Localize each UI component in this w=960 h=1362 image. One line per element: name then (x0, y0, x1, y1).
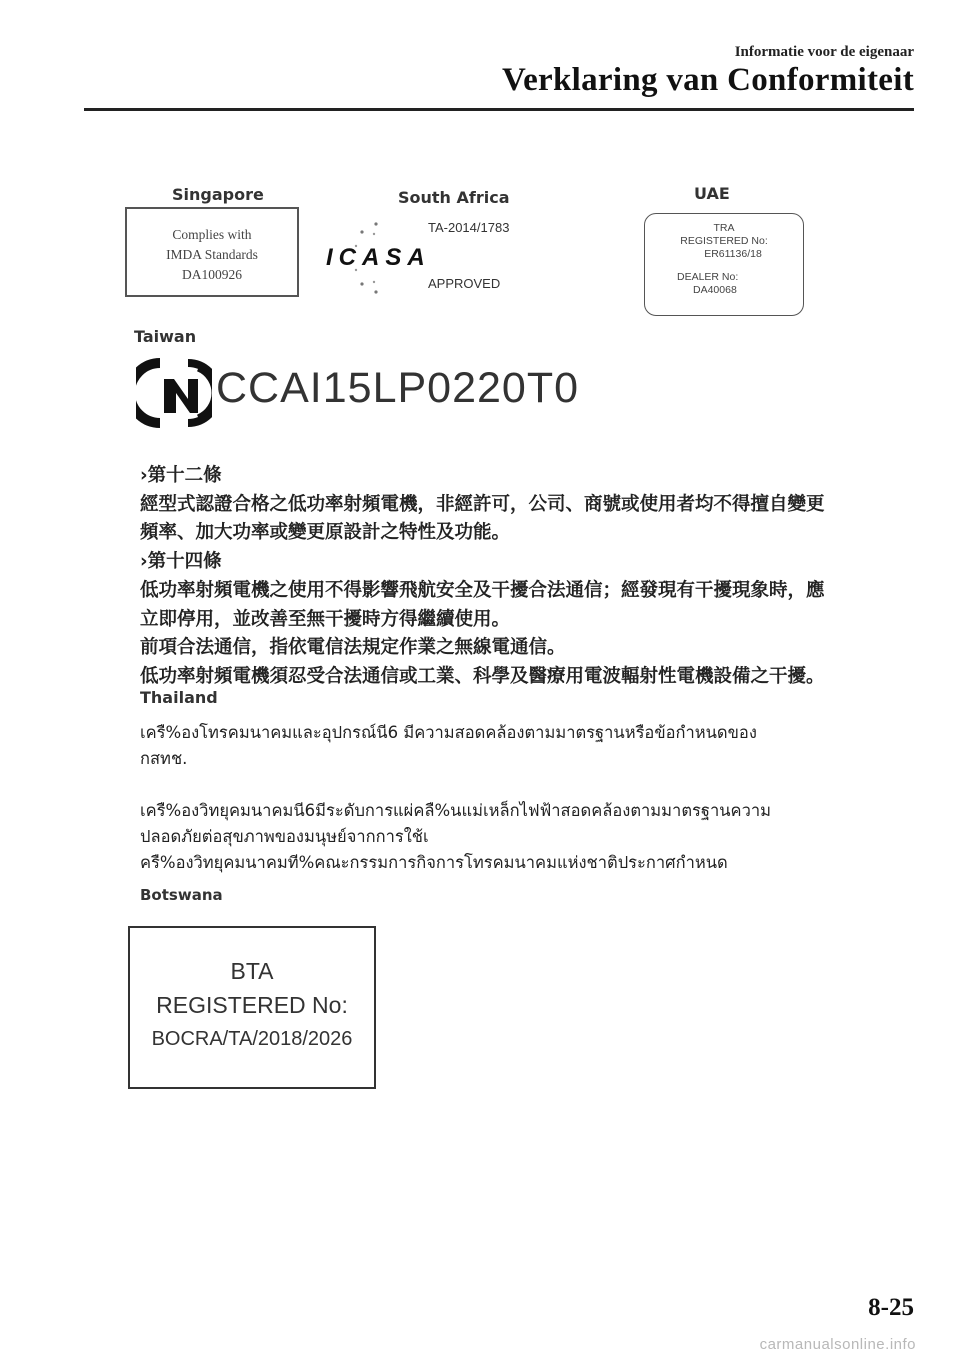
header-divider (84, 108, 914, 111)
botswana-registration-label (128, 926, 376, 1089)
south-africa-approved: APPROVED (428, 276, 501, 291)
uae-line-5: DEALER No: (677, 271, 739, 283)
thailand-p2-line-1: เครื%องวิทยุคมนาคมนี6มีระดับการแผ่คลื%นแม่เหล็กไฟฟ้าสอดคล้องตามมาตรฐานความ (140, 801, 771, 820)
ncc-certification-logo-icon (136, 355, 212, 431)
thailand-p2-line-2: ปลอดภัยต่อสุขภาพของมนุษย์จากการใช้เ (140, 827, 429, 846)
taiwan-line-3: 頻率、加大功率或變更原設計之特性及功能。 (140, 522, 511, 544)
thailand-p2-line-3: ครื%องวิทยุคมนาคมที%คณะกรรมการกิจการโทรคมนาคมแห่งชาติประกาศกําหนด (140, 853, 728, 872)
singapore-line-3: DA100926 (182, 267, 242, 282)
south-africa-ta-number: TA-2014/1783 (428, 220, 510, 235)
uae-line-6: DA40068 (693, 284, 737, 296)
botswana-line-1: BTA (230, 958, 274, 984)
page-number: 8-25 (868, 1294, 914, 1321)
thailand-paragraph-1 (140, 720, 900, 772)
singapore-label: Singapore (172, 185, 264, 204)
uae-line-3: ER61136/18 (704, 248, 762, 260)
taiwan-cert-code: CCAI15LP0220T0 (216, 364, 579, 412)
singapore-compliance-label (125, 207, 299, 297)
uae-line-2: REGISTERED No: (680, 235, 768, 247)
section-subtitle: Informatie voor de eigenaar (734, 44, 914, 60)
taiwan-line-1: ›第十二條 (140, 465, 222, 486)
taiwan-line-7: 前項合法通信，指依電信法規定作業之無線電通信。 (140, 637, 566, 659)
page-title: Verklaring van Conformiteit (501, 62, 914, 98)
botswana-line-3: BOCRA/TA/2018/2026 (151, 1028, 353, 1050)
thailand-paragraph-2 (140, 798, 900, 876)
botswana-label: Botswana (140, 886, 223, 904)
uae-spacer (645, 261, 803, 271)
taiwan-line-6: 立即停用，並改善至無干擾時方得繼續使用。 (140, 608, 511, 630)
taiwan-line-5: 低功率射頻電機之使用不得影響飛航安全及干擾合法通信；經發現有干擾現象時，應 (140, 579, 825, 601)
botswana-line-2: REGISTERED No: (156, 992, 348, 1018)
singapore-line-2: IMDA Standards (166, 247, 258, 262)
site-watermark: carmanualsonline.info (759, 1336, 916, 1353)
singapore-line-1: Complies with (172, 227, 252, 242)
thailand-p1-line-1: เครื%องโทรคมนาคมและอุปกรณ์นี6 มีความสอดคล้องตามมาตรฐานหรือข้อกําหนดของ (140, 723, 757, 742)
uae-registration-label (644, 213, 804, 316)
thailand-p1-line-2: กสทช. (140, 749, 188, 768)
taiwan-label: Taiwan (134, 327, 197, 346)
taiwan-line-4: ›第十四條 (140, 551, 222, 573)
icasa-logo: ICASA (326, 244, 431, 271)
south-africa-label: South Africa (398, 188, 510, 207)
uae-label: UAE (694, 184, 730, 203)
uae-line-1: TRA (713, 222, 735, 234)
taiwan-line-8: 低功率射頻電機須忍受合法通信或工業、科學及醫療用電波輻射性電機設備之干擾。 (140, 665, 825, 687)
taiwan-line-2: 經型式認證合格之低功率射頻電機，非經許可，公司、商號或使用者均不得擅自變更 (140, 493, 825, 515)
taiwan-regulation-text (140, 462, 890, 692)
thailand-label: Thailand (140, 688, 218, 707)
